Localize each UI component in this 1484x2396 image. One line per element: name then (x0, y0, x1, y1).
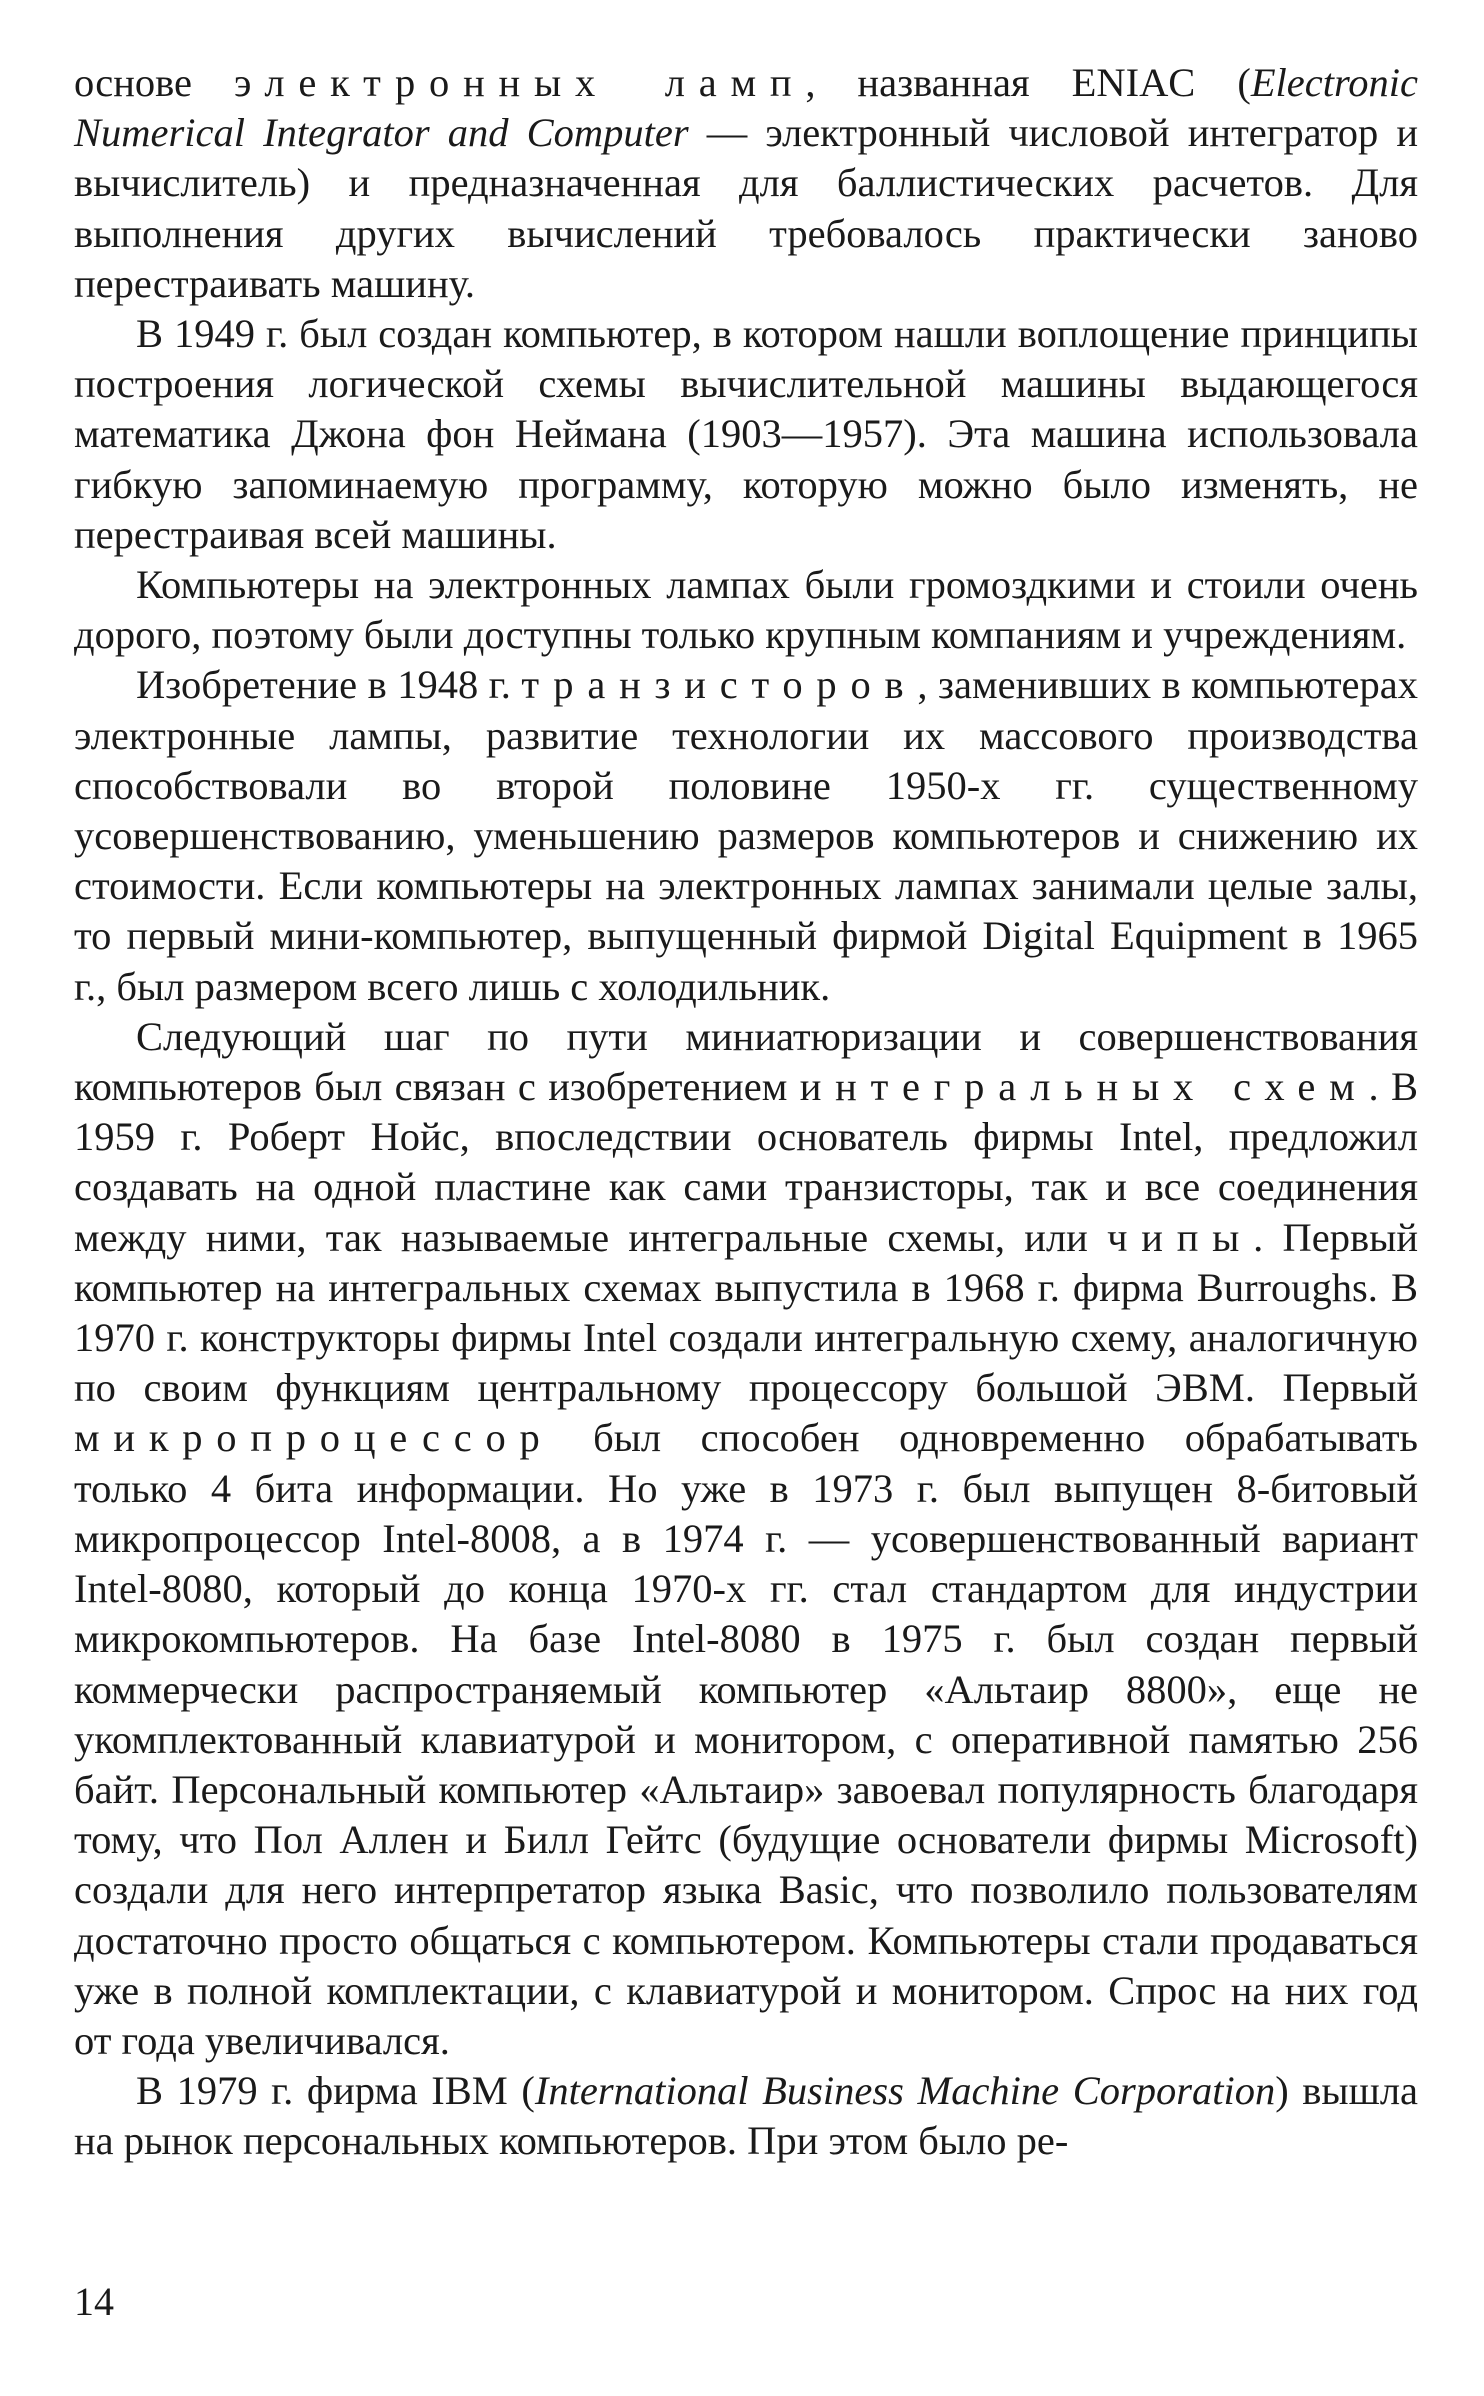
text-segment: Следующий шаг по пути миниатюризации и совершенствования компьютеров был связан с изобретением (74, 1013, 1418, 1110)
page-body (74, 58, 1418, 2167)
text-segment: ) вышла на рынок персональных компьютеров. При этом было ре- (74, 2068, 1418, 2164)
spaced-term: микропроцессор (74, 1415, 554, 1461)
paragraph-eniac (74, 58, 1418, 309)
paragraph-integrated-circuits (74, 1012, 1418, 2066)
spaced-term: электронных ламп (234, 60, 806, 105)
text-segment: , заменивших в компьютерах электронные лампы, развитие технологии их массового производства способствовали во второй половине 1950-х гг. существенному усовершенствованию, уменьшению размеров компьютеров и снижению их стоимости. Если компьютеры на электронных лампах занимали целые залы, то первый мини-компьютер, выпущенный фирмой Digital Equipment в 1965 г., был размером всего лишь с холодильник. (74, 662, 1418, 1009)
text-segment: был способен одновременно обрабатывать только 4 бита информации. Но уже в 1973 г. был выпущен 8-битовый микропроцессор Intel-8008, а в 1974 г. — усовершенствованный вариант Intel-8080, который до конца 1970-х гг. стал стандартом для индустрии микрокомпьютеров. На базе Intel-8080 в 1975 г. был создан первый коммерчески распространяемый компьютер «Альтаир 8800», еще не укомплектованный клавиатурой и монитором, с оперативной памятью 256 байт. Персональный компьютер «Альтаир» завоевал популярность благодаря тому, что Пол Аллен и Билл Гейтс (будущие основатели фирмы Microsoft) создали для него интерпретатор языка Basic, что позволило пользователям достаточно просто общаться с компьютером. Компьютеры стали продаваться уже в полной комплектации, с клавиатурой и монитором. Спрос на них год от года увеличивался. (74, 1415, 1418, 2063)
text-segment: — электронный числовой интегратор и вычислитель) и предназначенная для баллистических расчетов. Для выполнения других вычислений требовалось практически заново перестраивать машину. (74, 110, 1419, 306)
paragraph-von-neumann (74, 309, 1418, 560)
text-segment: . В 1959 г. Роберт Нойс, впоследствии основатель фирмы Intel, предложил создавать на одной пластине как сами транзисторы, так и все соединения между ними, так называемые интегральные схемы, или (74, 1064, 1418, 1260)
text-segment: Изобретение в 1948 г. (136, 662, 522, 708)
text-segment: , названная ENIAC ( (805, 60, 1251, 105)
paragraph-ibm (74, 2066, 1418, 2166)
paragraph-tube-computers (74, 560, 1418, 660)
spaced-term: чипы (1107, 1214, 1254, 1260)
text-segment: Компьютеры на электронных лампах были громоздкими и стоили очень дорого, поэтому были доступны только крупным компаниям и учреждениям. (74, 562, 1418, 658)
spaced-term: транзисторов (521, 662, 918, 708)
page-number: 14 (74, 2279, 114, 2324)
text-segment: В 1949 г. был создан компьютер, в котором нашли воплощение принципы построения логической схемы вычислительной машины выдающегося математика Джона фон Неймана (1903—1957). Эта машина использовала гибкую запоминаемую программу, которую можно было изменять, не перестраивая всей машины. (74, 311, 1418, 557)
paragraph-transistors (74, 660, 1418, 1011)
spaced-term: интегральных схем (799, 1064, 1369, 1110)
italic-term: International Business Machine Corporation (534, 2068, 1276, 2114)
italic-term: Electronic Numerical Integrator and Computer (74, 60, 1418, 156)
text-segment: основе (74, 60, 235, 105)
text-segment: В 1979 г. фирма IBM ( (136, 2068, 535, 2114)
text-segment: . Первый компьютер на интегральных схемах выпустила в 1968 г. фирма Burroughs. В 1970 г. конструкторы фирмы Intel создали интегральную схему, аналогичную по своим функциям центральному процессору большой ЭВМ. Первый (74, 1214, 1419, 1411)
